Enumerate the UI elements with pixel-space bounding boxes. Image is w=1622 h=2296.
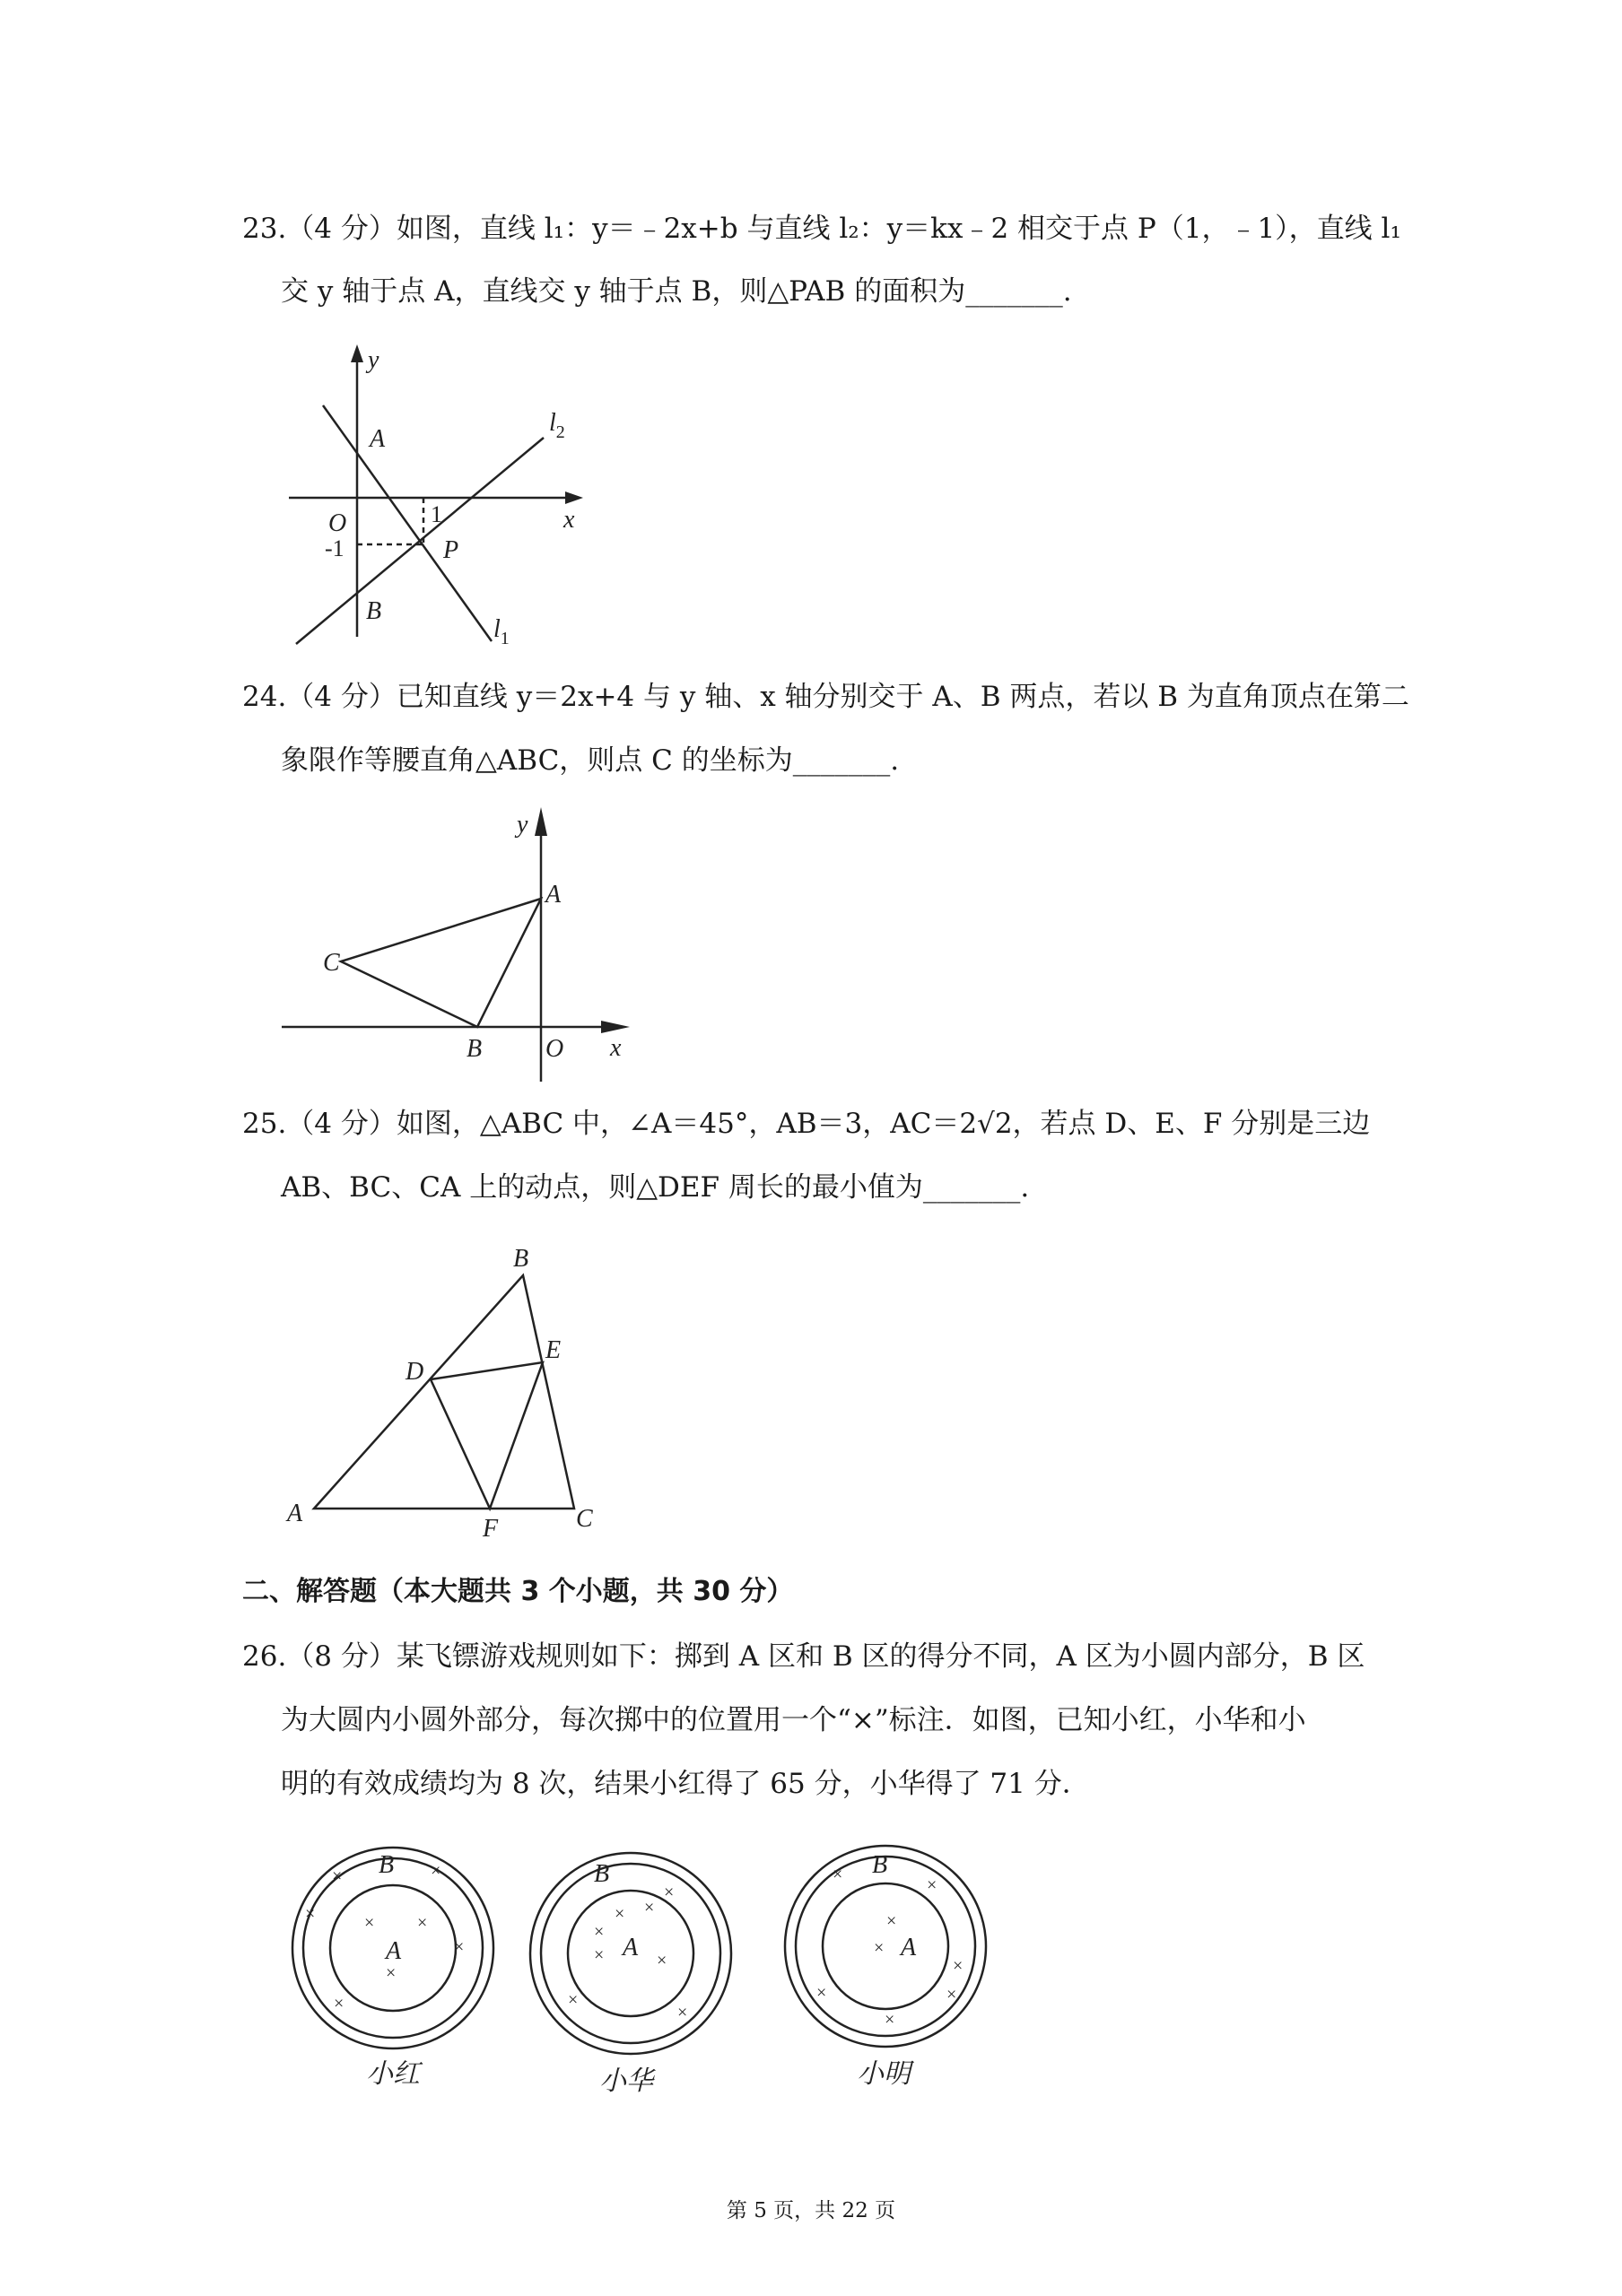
q23-figure — [278, 341, 601, 655]
target-2-mark: × — [644, 1898, 655, 1918]
q23-label-minus1: -1 — [325, 535, 344, 561]
q25-label-C: C — [576, 1505, 593, 1533]
q24-line-1: 24.（4 分）已知直线 y＝2x+4 与 y 轴、x 轴分别交于 A、B 两点，若以 B 为直角顶点在第二 — [242, 681, 1409, 713]
target-3-mark: × — [886, 1911, 897, 1931]
q23-label-O: O — [328, 509, 347, 537]
q25-line-2: AB、BC、CA 上的动点，则△DEF 周长的最小值为_______. — [281, 1171, 1030, 1204]
target-2-mark: × — [677, 2003, 688, 2022]
q24-label-B: B — [467, 1035, 483, 1063]
q23-label-A: A — [370, 425, 386, 453]
q26-line-1: 26.（8 分）某飞镖游戏规则如下：掷到 A 区和 B 区的得分不同，A 区为小圆内部分，B 区 — [242, 1640, 1365, 1673]
target-3-inner-circle — [823, 1883, 948, 2009]
q24-line-2: 象限作等腰直角△ABC，则点 C 的坐标为_______. — [281, 744, 900, 777]
target-3-mark: × — [816, 1983, 827, 2003]
target-3-name: 小明 — [857, 2059, 911, 2089]
q23-x-arrow — [565, 491, 583, 504]
target-3-mark: × — [953, 1956, 964, 1976]
q23-label-B: B — [366, 597, 382, 625]
q25-label-D: D — [406, 1358, 424, 1386]
q24-label-y: y — [517, 811, 528, 839]
target-1-mark: × — [417, 1913, 428, 1933]
q24-figure — [278, 798, 646, 1085]
q23-label-y: y — [368, 346, 379, 374]
q25-label-B: B — [513, 1245, 529, 1273]
section-heading: 二、解答题（本大题共 3 个小题，共 30 分） — [242, 1576, 794, 1607]
target-1-mark: × — [334, 1994, 344, 2013]
q24-x-arrow — [601, 1021, 630, 1033]
target-2-mark: × — [657, 1951, 667, 1970]
q24-label-A: A — [545, 881, 562, 909]
target-1-mark: × — [386, 1963, 397, 1983]
target-3-mark: × — [874, 1938, 885, 1958]
target-2-mark: × — [615, 1904, 625, 1924]
target-2-mark: × — [594, 1945, 605, 1965]
target-1-zone-a: A — [386, 1937, 402, 1965]
q24-triangle-ABC — [341, 899, 541, 1027]
q24-label-x: x — [610, 1034, 622, 1062]
target-3-mark: × — [946, 1985, 957, 2005]
q25-label-F: F — [483, 1515, 499, 1543]
target-2-zone-b: B — [594, 1860, 610, 1888]
target-1-mark: × — [431, 1861, 441, 1881]
target-3-zone-a: A — [901, 1934, 917, 1961]
q26-line-2: 为大圆内小圆外部分，每次掷中的位置用一个“×”标注．如图，已知小红，小华和小 — [281, 1704, 1306, 1736]
target-3-mark: × — [833, 1865, 843, 1884]
target-1-name: 小红 — [366, 2059, 420, 2089]
q23-label-l2: $l_2$ — [549, 409, 565, 442]
q23-line-2: 交 y 轴于点 A，直线交 y 轴于点 B，则△PAB 的面积为_______. — [281, 275, 1072, 308]
q23-label-x: x — [563, 506, 575, 534]
q25-triangle-DEF — [431, 1362, 543, 1509]
target-3-mark: × — [927, 1875, 937, 1895]
q23-label-P: P — [443, 536, 459, 564]
target-1-mark: × — [454, 1937, 465, 1957]
q25-triangle-ABC — [314, 1275, 574, 1509]
q23-label-l1: $l_1$ — [493, 615, 510, 648]
q25-line-1: 25.（4 分）如图，△ABC 中，∠A＝45°，AB＝3，AC＝2√2，若点 D、E、F 分别是三边 — [242, 1108, 1371, 1140]
target-1-mark: × — [364, 1913, 375, 1933]
q23-line-1: 23.（4 分）如图，直线 l₁：y＝﹣2x+b 与直线 l₂：y＝kx﹣2 相交于点 P（1，﹣1），直线 l₁ — [242, 213, 1401, 245]
q25-label-A: A — [287, 1500, 303, 1527]
target-2-mark: × — [594, 1922, 605, 1942]
q26-targets-figure — [269, 1830, 1032, 2099]
target-2-name: 小华 — [599, 2066, 653, 2096]
target-2-zone-a: A — [623, 1934, 639, 1961]
target-2-mark: × — [664, 1883, 675, 1902]
target-1-zone-b: B — [379, 1851, 395, 1879]
target-3-mark: × — [885, 2010, 895, 2030]
q24-y-arrow — [535, 807, 547, 836]
target-1-mark: × — [305, 1904, 316, 1924]
page-footer: 第 5 页，共 22 页 — [726, 2199, 896, 2222]
q24-label-O: O — [545, 1035, 564, 1063]
q23-y-arrow — [351, 344, 363, 362]
q23-label-1: 1 — [431, 501, 442, 527]
target-3-zone-b: B — [872, 1851, 888, 1879]
q24-label-C: C — [323, 949, 340, 977]
q25-figure — [278, 1238, 619, 1543]
q25-label-E: E — [545, 1336, 562, 1364]
target-2-mark: × — [568, 1990, 579, 2010]
target-1-mark: × — [332, 1866, 343, 1886]
q26-line-3: 明的有效成绩均为 8 次，结果小红得了 65 分，小华得了 71 分． — [281, 1768, 1090, 1800]
q23-line-l1 — [323, 405, 492, 641]
